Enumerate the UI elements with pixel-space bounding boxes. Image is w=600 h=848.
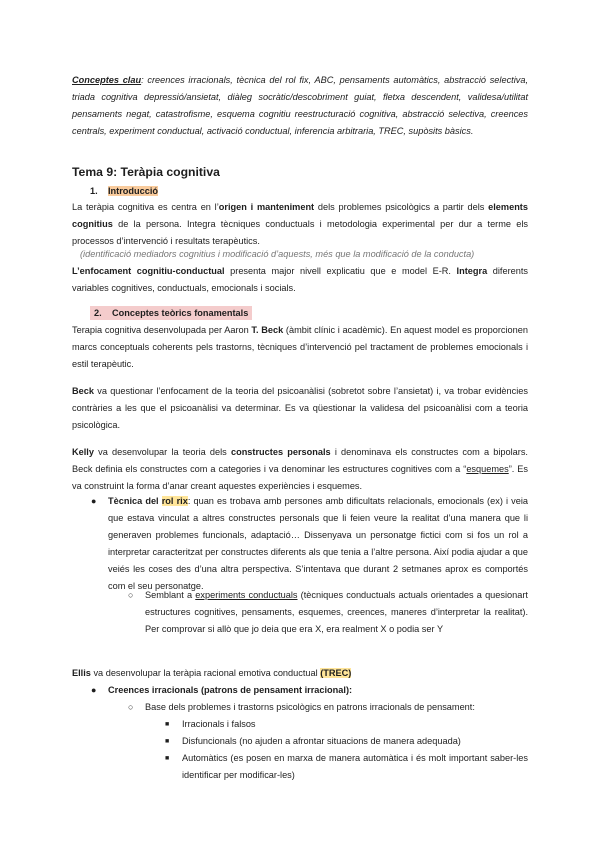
- key-concepts-text: creences irracionals, tècnica del rol fix, ABC, pensaments automàtics, abstracció selectiva, triada cognitiva depressió/ansietat, diàleg socràtic/descobriment guiat, fletxa descendent, validesa/utilitat pensaments negat, catastrofisme, esquema cognitiu reestructuració cognitiva, abstracció selectiva, creences centrals, experiment conductual, activació conductual, inferencia arbitraria, TREC, supòsits bàsics.: [72, 75, 529, 136]
- kelly-text-1: va desenvolupar la teoria dels: [93, 447, 231, 457]
- approach-paragraph: [72, 263, 528, 297]
- bullet-dot-icon: ●: [91, 685, 97, 695]
- ellis-paragraph: [72, 665, 528, 682]
- sub-item-irrational: Irracionals i falsos: [182, 719, 256, 729]
- intro-bold-elements: elements cognitius: [72, 202, 528, 229]
- ellis-text: va desenvolupar la teràpia racional emotiva conductual: [90, 668, 321, 678]
- section-2-number: 2.: [94, 308, 102, 318]
- sub-item-automatic: Automàtics (es posen en marxa de manera automàtica i és molt important saber-les identificar per modificar-les): [182, 753, 528, 780]
- bullet-square-icon: ■: [165, 755, 170, 762]
- approach-bold-integra: Integra: [456, 266, 488, 276]
- beck-name: T. Beck: [251, 325, 284, 335]
- approach-text-2: diferents variables cognitives, conductuals, emocionals i socials.: [72, 266, 528, 293]
- behavioral-experiments-item: [145, 587, 528, 638]
- fixed-role-text: : quan es trobava amb persones amb dificultats relacionals, emocionals (ex) i veia que estava vinculat a altres constructes personals que li feien veure la realitat d’una manera que li generaven problemes funcionals, adaptació… Dissenyava un personatge fictici com si fos un rol a interpretar caracteritzat per constructes diferents als que tenia a l’altre persona. Així podia ajudar a que veiés les coses des d’una altra perspectiva. S’intentava que durant 2 setmanes aprox es comportés com el seu personatge.: [108, 496, 528, 591]
- experiments-text-2: (tècniques conductuals actuals orientades a quesionart estructures cognitives, pensaments, esquemes, creences, maneres d’interpretar la realitat). Per comprovar si allò que jo deia que era X, era realment X o podia ser Y: [145, 590, 528, 634]
- page-title: Tema 9: Teràpia cognitiva: [72, 165, 220, 179]
- kelly-text-3: ”. Es va construint la forma d’anar creant aquestes experiències i esquemes.: [72, 464, 529, 491]
- beck-intro-text-1: Terapia cognitiva desenvolupada per Aaron: [72, 325, 252, 335]
- section-2-highlight: [90, 306, 252, 320]
- intro-bold-origin: origen i manteniment: [218, 202, 315, 212]
- intro-text-1: La teràpia cognitiva es centra en l’: [72, 202, 219, 212]
- bullet-circle-icon: ○: [128, 702, 134, 712]
- beck-bold: Beck: [72, 386, 94, 396]
- bullet-circle-icon: ○: [128, 590, 134, 600]
- kelly-paragraph: [72, 444, 528, 495]
- kelly-text-2: i denominava els constructes com a bipolars. Beck definia els constructes com a categories i va denominar les estructures cognitives com a “: [72, 447, 528, 474]
- fixed-role-bold-2: rol rix: [161, 496, 188, 506]
- kelly-schemes: esquemes: [466, 464, 509, 474]
- intro-text-3: de la persona. Integra tècniques conductuals i metodologia experimental per dur a terme els processos d’intervenció i resultats terapèutics.: [72, 219, 528, 246]
- key-concepts-label: Conceptes clau: [72, 75, 142, 85]
- irrational-patterns-item: Base dels problemes i trastorns psicològics en patrons irracionals de pensament:: [145, 702, 475, 712]
- beck-intro-paragraph: [72, 322, 528, 373]
- key-concepts-paragraph: Conceptes clau: creences irracionals, tècnica del rol fix, ABC, pensaments automàtics, abstracció selectiva, triada cognitiva depressió/ansietat, diàleg socràtic/descobriment guiat, fletxa descendent, validesa/utilitat pensaments negat, catastrofisme, esquema cognitiu reestructuració cognitiva, abstracció selectiva, creences centrals, experiment conductual, activació conductual, inferencia arbitraria, TREC, supòsits bàsics.: [72, 75, 529, 136]
- experiments-text-1: Semblant a: [145, 590, 196, 600]
- beck-psychoanalysis-text: va questionar l’enfocament de la teoria del psicoanàlisi (sobretot sobre l’ansietat) i, va trobar evidències contràries a les que el psicoanàlisi va determinar. Es va qüestionar la validesa del psicoanàlisi com a teoria psicològica.: [72, 386, 528, 430]
- intro-text-2: dels problemes psicològics a partir dels: [314, 202, 489, 212]
- kelly-bold: Kelly: [72, 447, 94, 457]
- bullet-square-icon: ■: [165, 721, 170, 728]
- fixed-role-bold-1: Tècnica del: [108, 496, 162, 506]
- section-1-title: Introducció: [108, 186, 159, 196]
- trec-badge: (TREC): [320, 668, 352, 678]
- section-1-heading: [90, 183, 158, 199]
- kelly-bold-constructs: constructes personals: [230, 447, 331, 457]
- section-2-title: Conceptes teòrics fonamentals: [112, 308, 249, 318]
- approach-bold: L’enfocament cognitiu-conductual: [72, 266, 225, 276]
- sub-item-dysfunctional: Disfuncionals (no ajuden a afrontar situacions de manera adequada): [182, 736, 461, 746]
- bullet-square-icon: ■: [165, 738, 170, 745]
- section-2-heading: [90, 305, 252, 321]
- section-1-number: 1.: [90, 186, 98, 196]
- experiments-underlined: experiments conductuals: [195, 590, 298, 600]
- intro-paragraph: [72, 199, 528, 250]
- intro-note: (identificació mediadors cognitius i modificació d’aquests, més que la modificació de la conducta): [80, 249, 475, 259]
- bullet-dot-icon: ●: [91, 496, 97, 506]
- fixed-role-technique-item: [108, 493, 528, 595]
- irrational-beliefs-item: Creences irracionals (patrons de pensament irracional):: [108, 685, 353, 695]
- beck-psychoanalysis-paragraph: [72, 383, 528, 434]
- beck-intro-text-2: (àmbit clínic i acadèmic). En aquest model es proporcionen marcs conceptuals coherents pels trastorns, tècniques d’intervenció pel tractament de problemes emocionals i estil terapèutic.: [72, 325, 528, 369]
- ellis-bold: Ellis: [72, 668, 91, 678]
- approach-text-1: presenta major nivell explicatiu que e model E-R.: [224, 266, 457, 276]
